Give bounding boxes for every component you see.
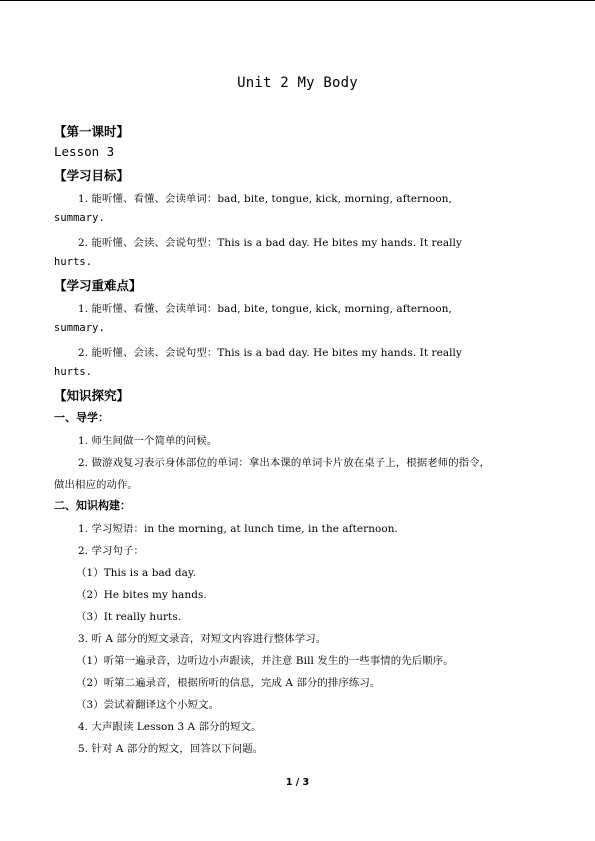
listening-step-1: （1）听第一遍录音，边听边小声跟读，并注意 Bill 发生的一些事情的先后顺序。 <box>76 655 454 667</box>
goal-item-1: 1. 能听懂、看懂、会读单词：bad, bite, tongue, kick, morning, afternoon, <box>78 193 452 205</box>
key-point-item-1: 1. 能听懂、看懂、会读单词：bad, bite, tongue, kick, morning, afternoon, <box>78 303 452 315</box>
key-point-item-2-cont: hurts. <box>54 366 93 378</box>
guide-item-2: 2. 做游戏复习表示身体部位的单词：拿出本课的单词卡片放在桌子上，根据老师的指令， <box>78 457 491 469</box>
build-item-1: 1. 学习短语：in the morning, at lunch time, in the afternoon. <box>78 523 398 535</box>
subheading-guide: 一、导学： <box>54 411 109 424</box>
build-item-2: 2. 学习句子： <box>78 545 144 557</box>
goal-item-2: 2. 能听懂、会读、会说句型：This is a bad day. He bites my hands. It really <box>78 237 462 249</box>
heading-first-lesson: 【第一课时】 <box>54 124 130 139</box>
heading-key-points: 【学习重难点】 <box>54 278 142 293</box>
document-title: Unit 2 My Body <box>237 75 358 91</box>
goal-item-1-cont: summary. <box>54 212 105 224</box>
lesson-label: Lesson 3 <box>54 144 115 159</box>
build-item-4: 4. 大声跟读 Lesson 3 A 部分的短文。 <box>78 721 262 733</box>
subheading-knowledge-building: 二、知识构建： <box>54 499 131 512</box>
heading-learning-goals: 【学习目标】 <box>54 168 130 183</box>
heading-knowledge-exploration: 【知识探究】 <box>54 388 130 403</box>
sentence-item-2: （2）He bites my hands. <box>76 589 207 601</box>
page-number: 1 / 3 <box>285 777 310 788</box>
sentence-item-3: （3）It really hurts. <box>76 611 182 623</box>
listening-step-2: （2）听第二遍录音，根据所听的信息，完成 A 部分的排序练习。 <box>76 677 381 689</box>
sentence-item-1: （1）This is a bad day. <box>76 567 196 579</box>
listening-step-3: （3）尝试着翻译这个小短文。 <box>76 699 220 711</box>
guide-item-1: 1. 师生间做一个简单的问候。 <box>78 435 218 447</box>
build-item-5: 5. 针对 A 部分的短文，回答以下问题。 <box>78 743 264 755</box>
goal-item-2-cont: hurts. <box>54 256 93 268</box>
guide-item-2-cont: 做出相应的动作。 <box>54 479 138 491</box>
key-point-item-2: 2. 能听懂、会读、会说句型：This is a bad day. He bites my hands. It really <box>78 347 462 359</box>
build-item-3: 3. 听 A 部分的短文录音，对短文内容进行整体学习。 <box>78 633 327 645</box>
top-rule <box>0 0 595 1</box>
key-point-item-1-cont: summary. <box>54 322 105 334</box>
